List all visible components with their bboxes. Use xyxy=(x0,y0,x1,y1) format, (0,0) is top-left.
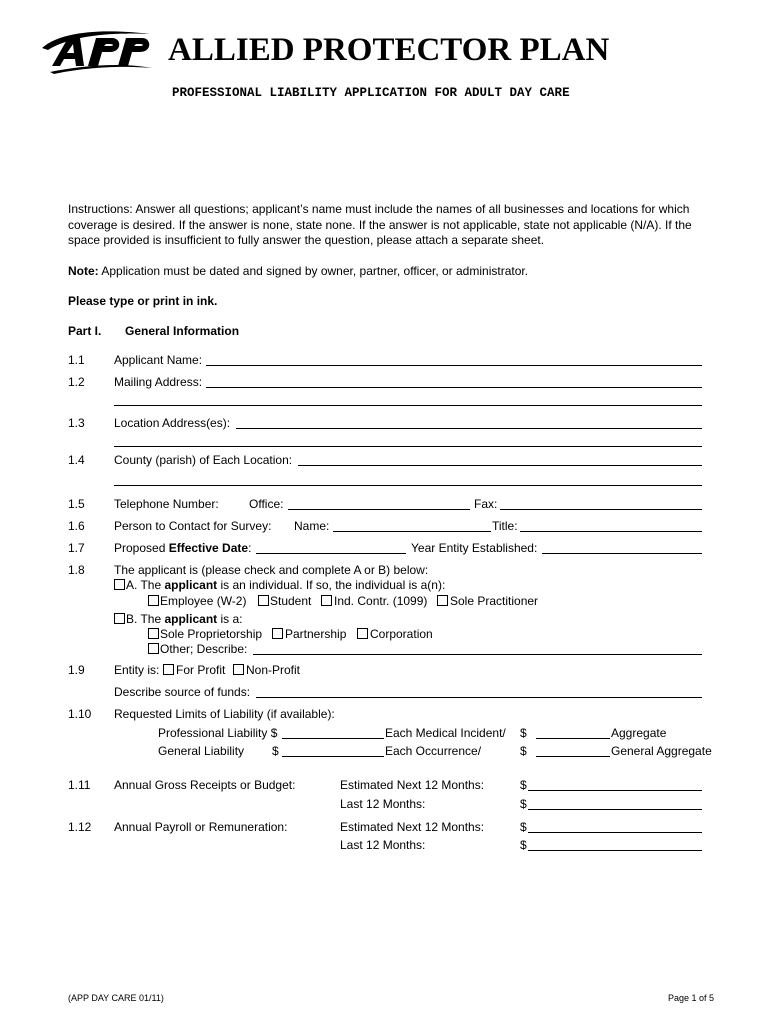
student-checkbox[interactable] xyxy=(258,595,269,606)
general-aggregate-field[interactable] xyxy=(536,756,610,757)
employee-checkbox[interactable] xyxy=(148,595,159,606)
general-liability-field[interactable] xyxy=(282,756,384,757)
corporation-checkbox[interactable] xyxy=(357,628,368,639)
sole-practitioner-label: Sole Practitioner xyxy=(450,594,539,608)
effective-date-pre: Proposed xyxy=(114,541,169,555)
other-label: Other; Describe: xyxy=(160,642,248,656)
part-number: Part I. xyxy=(68,324,102,338)
non-profit-label: Non-Profit xyxy=(246,663,301,677)
option-b-checkbox[interactable] xyxy=(114,613,125,624)
last-12-label: Last 12 Months: xyxy=(340,797,426,811)
dollar-sign: $ xyxy=(520,820,527,834)
instructions-text: Instructions: Answer all questions; applicant’s name must include the names of all businesses and locations for which coverage is desired. If the answer is none, state none. If the answer is not applicable, state not applicable (N/A). If the space provided is insufficient to fully answer the question, please attach a separate sheet. xyxy=(68,202,692,247)
general-aggregate-label: General Aggregate xyxy=(611,744,712,758)
dollar-sign: $ xyxy=(520,838,527,852)
partnership-label: Partnership xyxy=(285,627,347,641)
contact-name-field[interactable] xyxy=(333,531,491,532)
q-number: 1.6 xyxy=(68,519,85,533)
footer-form-id: (APP DAY CARE 01/11) xyxy=(68,993,164,1003)
ind-contr-checkbox[interactable] xyxy=(321,595,332,606)
contact-title-field[interactable] xyxy=(520,531,702,532)
county-field[interactable] xyxy=(298,465,702,466)
ind-contr-label: Ind. Contr. (1099) xyxy=(334,594,428,608)
q-number: 1.4 xyxy=(68,453,85,467)
location-address-field[interactable] xyxy=(236,428,702,429)
applicant-name-field[interactable] xyxy=(206,365,702,366)
office-label: Office: xyxy=(249,497,284,511)
effective-date-field[interactable] xyxy=(256,553,406,554)
funds-field[interactable] xyxy=(256,697,702,698)
sole-proprietorship-label: Sole Proprietorship xyxy=(160,627,263,641)
effective-date-colon: : xyxy=(248,541,252,555)
mailing-address-field[interactable] xyxy=(206,387,702,388)
option-b-label xyxy=(126,612,243,626)
corporation-label: Corporation xyxy=(370,627,433,641)
for-profit-checkbox[interactable] xyxy=(163,664,174,675)
document-subtitle: PROFESSIONAL LIABILITY APPLICATION FOR ADULT DAY CARE xyxy=(172,86,570,100)
dollar-sign: $ xyxy=(520,797,527,811)
app-logo xyxy=(40,28,154,74)
payroll-last-12-field[interactable] xyxy=(528,850,702,851)
option-b-pre: B. The xyxy=(126,612,165,626)
gross-receipts-label: Annual Gross Receipts or Budget: xyxy=(114,778,296,792)
q-number: 1.12 xyxy=(68,820,92,834)
note-line xyxy=(68,264,528,278)
dollar-sign: $ xyxy=(520,744,527,758)
non-profit-checkbox[interactable] xyxy=(233,664,244,675)
sole-practitioner-checkbox[interactable] xyxy=(437,595,448,606)
professional-liability-field[interactable] xyxy=(282,738,384,739)
receipts-next-12-field[interactable] xyxy=(528,790,702,791)
dollar-sign: $ xyxy=(520,778,527,792)
option-a-post: is an individual. If so, the individual is a(n): xyxy=(217,578,446,592)
effective-date-bold: Effective Date xyxy=(168,541,249,555)
option-a-label xyxy=(126,578,445,592)
option-a-bold: applicant xyxy=(164,578,218,592)
effective-date-label xyxy=(114,541,251,555)
mailing-address-label: Mailing Address: xyxy=(114,375,203,389)
q-number: 1.9 xyxy=(68,663,85,677)
estimated-next-label: Estimated Next 12 Months: xyxy=(340,778,485,792)
q-number: 1.11 xyxy=(68,778,91,792)
q-number: 1.5 xyxy=(68,497,85,511)
applicant-type-label: The applicant is (please check and complete A or B) below: xyxy=(114,563,429,577)
office-phone-field[interactable] xyxy=(288,509,470,510)
year-established-field[interactable] xyxy=(542,553,702,554)
contact-label: Person to Contact for Survey: xyxy=(114,519,272,533)
professional-liability-label: Professional Liability $ xyxy=(158,726,278,740)
dollar-sign: $ xyxy=(520,726,527,740)
for-profit-label: For Profit xyxy=(176,663,226,677)
q-number: 1.1 xyxy=(68,353,85,367)
ink-instruction: Please type or print in ink. xyxy=(68,294,218,308)
year-established-label: Year Entity Established: xyxy=(411,541,538,555)
student-label: Student xyxy=(270,594,312,608)
other-checkbox[interactable] xyxy=(148,643,159,654)
footer-page-number: Page 1 of 5 xyxy=(668,993,715,1003)
q-number: 1.3 xyxy=(68,416,85,430)
option-b-post: is a: xyxy=(217,612,243,626)
fax-label: Fax: xyxy=(474,497,498,511)
part-title: General Information xyxy=(125,324,240,338)
entity-label: Entity is: xyxy=(114,663,160,677)
county-field-2[interactable] xyxy=(114,485,702,486)
contact-name-label: Name: xyxy=(294,519,330,533)
estimated-next-label: Estimated Next 12 Months: xyxy=(340,820,485,834)
each-occurrence-label: Each Occurrence/ xyxy=(385,744,482,758)
payroll-label: Annual Payroll or Remuneration: xyxy=(114,820,288,834)
dollar-sign: $ xyxy=(272,744,279,758)
telephone-label: Telephone Number: xyxy=(114,497,219,511)
option-b-bold: applicant xyxy=(164,612,218,626)
q-number: 1.10 xyxy=(68,707,92,721)
applicant-name-label: Applicant Name: xyxy=(114,353,203,367)
location-address-label: Location Address(es): xyxy=(114,416,231,430)
last-12-label: Last 12 Months: xyxy=(340,838,426,852)
q-number: 1.2 xyxy=(68,375,85,389)
q-number: 1.8 xyxy=(68,563,85,577)
contact-title-label: Title: xyxy=(492,519,518,533)
general-liability-label: General Liability xyxy=(158,744,245,758)
q-number: 1.7 xyxy=(68,541,85,555)
employee-label: Employee (W-2) xyxy=(160,594,247,608)
each-medical-incident-label: Each Medical Incident/ xyxy=(385,726,506,740)
sole-proprietorship-checkbox[interactable] xyxy=(148,628,159,639)
partnership-checkbox[interactable] xyxy=(272,628,283,639)
option-a-pre: A. The xyxy=(126,578,165,592)
funds-label: Describe source of funds: xyxy=(114,685,251,699)
aggregate-label: Aggregate xyxy=(611,726,667,740)
option-a-checkbox[interactable] xyxy=(114,579,125,590)
note-text: Application must be dated and signed by owner, partner, officer, or administrator. xyxy=(98,264,529,278)
document-title: ALLIED PROTECTOR PLAN xyxy=(168,32,610,68)
limits-label: Requested Limits of Liability (if available): xyxy=(114,707,335,721)
payroll-next-12-field[interactable] xyxy=(528,832,702,833)
location-address-field-2[interactable] xyxy=(114,446,702,447)
note-label: Note: xyxy=(68,264,99,278)
fax-field[interactable] xyxy=(500,509,702,510)
aggregate-field[interactable] xyxy=(536,738,610,739)
receipts-last-12-field[interactable] xyxy=(528,809,702,810)
other-describe-field[interactable] xyxy=(253,654,702,655)
mailing-address-field-2[interactable] xyxy=(114,405,702,406)
county-label: County (parish) of Each Location: xyxy=(114,453,293,467)
